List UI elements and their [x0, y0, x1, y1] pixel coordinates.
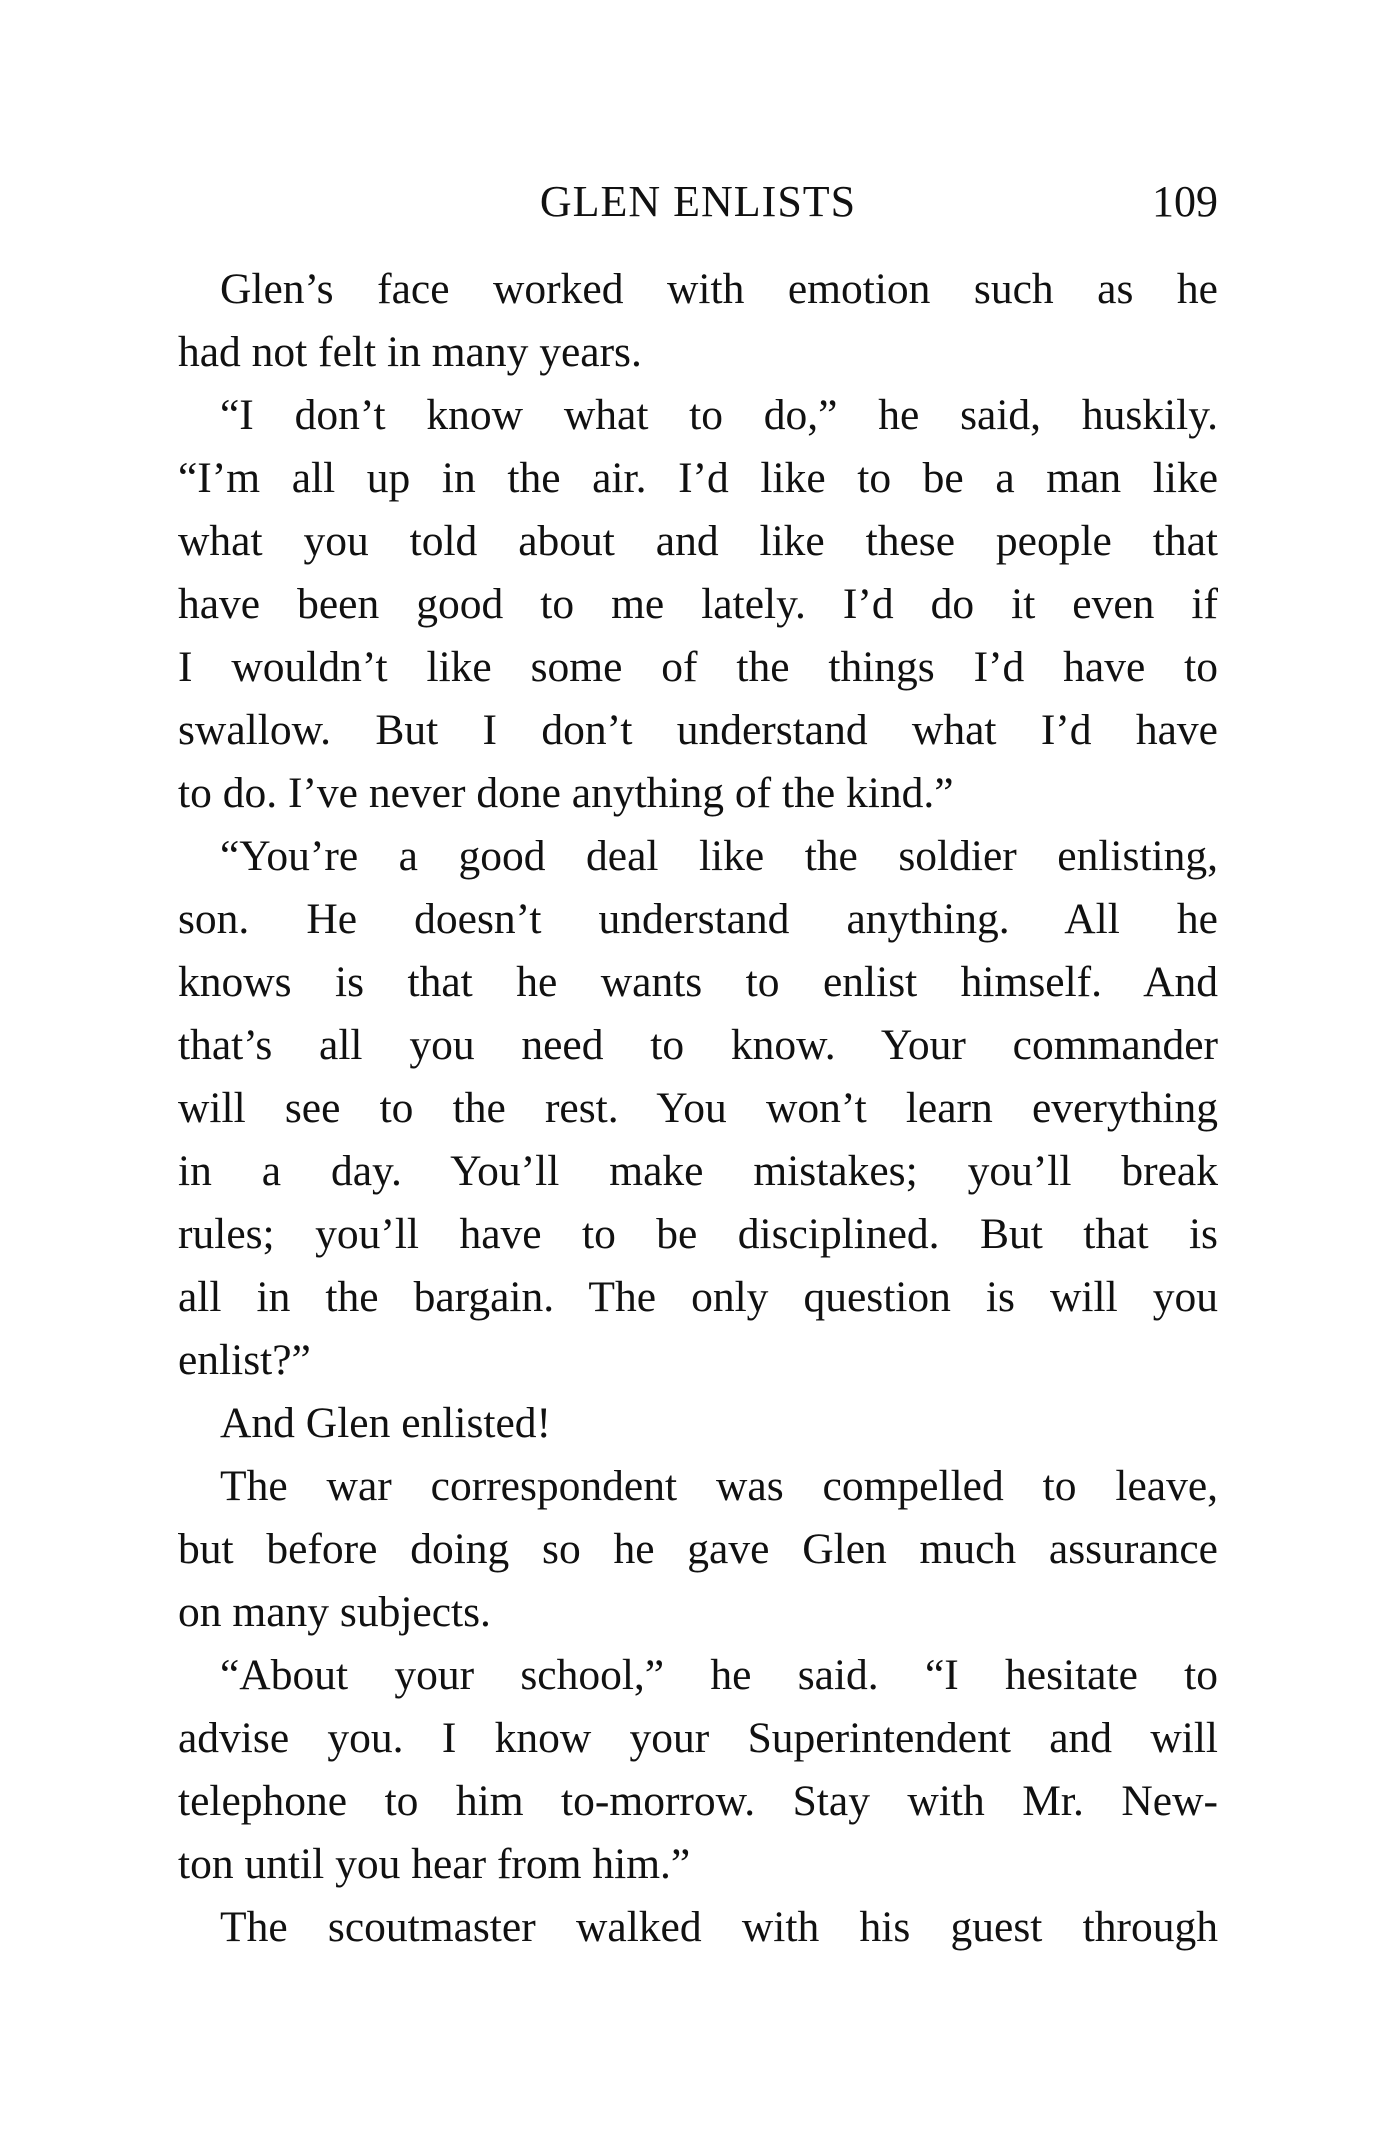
- text-line: all in the bargain. The only question is will you: [178, 1273, 1218, 1321]
- text-line: advise you. I know your Superintendent and will: [178, 1714, 1218, 1762]
- text-line: rules; you’ll have to be disciplined. But that is: [178, 1210, 1218, 1258]
- page-number: 109: [1152, 177, 1218, 226]
- text-line: “I’m all up in the air. I’d like to be a man like: [178, 454, 1218, 502]
- text-line: swallow. But I don’t understand what I’d have: [178, 706, 1218, 754]
- text-line: that’s all you need to know. Your commander: [178, 1021, 1218, 1069]
- body-text: [178, 258, 1218, 1959]
- text-line: The war correspondent was compelled to leave,: [220, 1462, 1218, 1510]
- text-line: ton until you hear from him.”: [178, 1840, 691, 1888]
- text-line: will see to the rest. You won’t learn everything: [178, 1084, 1218, 1132]
- text-line: telephone to him to-morrow. Stay with Mr. New-: [178, 1777, 1218, 1825]
- text-line: son. He doesn’t understand anything. All he: [178, 895, 1218, 943]
- running-head: GLEN ENLISTS: [539, 177, 857, 226]
- text-line: Glen’s face worked with emotion such as he: [220, 265, 1218, 313]
- text-line: “You’re a good deal like the soldier enlisting,: [220, 832, 1218, 880]
- text-line: had not felt in many years.: [178, 328, 642, 376]
- text-line: what you told about and like these people that: [178, 517, 1218, 565]
- text-line: have been good to me lately. I’d do it even if: [178, 580, 1218, 628]
- text-line: but before doing so he gave Glen much assurance: [178, 1525, 1218, 1573]
- text-line: And Glen enlisted!: [220, 1399, 552, 1447]
- page-header: [178, 172, 1218, 232]
- text-line: in a day. You’ll make mistakes; you’ll break: [178, 1147, 1218, 1195]
- text-line: to do. I’ve never done anything of the kind.”: [178, 769, 954, 817]
- text-line: The scoutmaster walked with his guest through: [220, 1903, 1218, 1951]
- text-line: “I don’t know what to do,” he said, huskily.: [220, 391, 1218, 439]
- text-line: on many subjects.: [178, 1588, 491, 1636]
- text-line: enlist?”: [178, 1336, 311, 1384]
- text-line: knows is that he wants to enlist himself. And: [178, 958, 1218, 1006]
- text-line: “About your school,” he said. “I hesitate to: [220, 1651, 1218, 1699]
- text-line: I wouldn’t like some of the things I’d have to: [178, 643, 1218, 691]
